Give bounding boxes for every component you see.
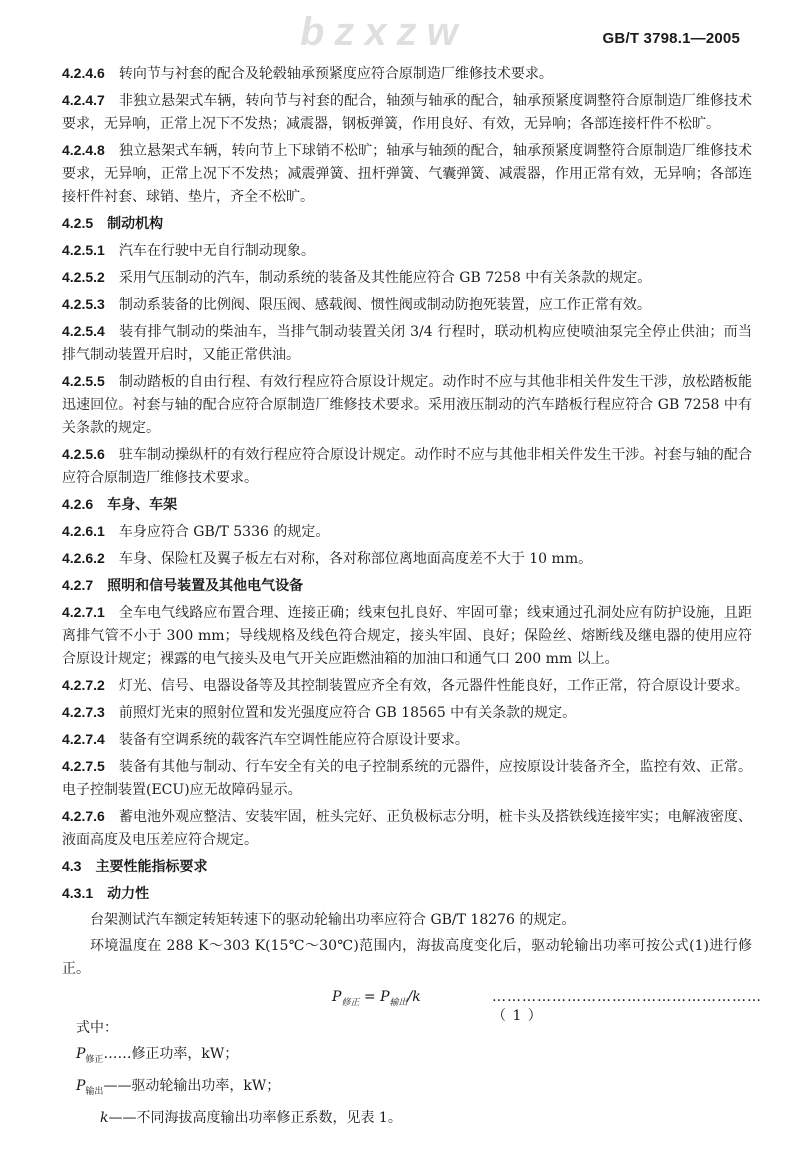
clause-paragraph — [62, 601, 752, 671]
clause-text: 车身、车架 — [107, 497, 178, 513]
clause-text: 转向节与衬套的配合及轮毂轴承预紧度应符合原制造厂维修技术要求。 — [118, 66, 553, 82]
clause-text: 蓄电池外观应整洁、安装牢固，桩头完好、正负极标志分明，桩卡头及搭铁线连接牢实；电解液密度、液面高度及电压差应符合规定。 — [62, 809, 752, 848]
clause-text: 采用气压制动的汽车，制动系统的装备及其性能应符合 GB 7258 中有关条款的规定。 — [118, 270, 652, 286]
clause-number: 4.2.7.4 — [62, 731, 105, 747]
section-heading — [62, 493, 752, 517]
clause-text: 动力性 — [107, 886, 150, 902]
clause-text: 汽车在行驶中无自行制动现象。 — [118, 243, 315, 259]
document-body — [62, 62, 762, 1131]
clause-paragraph — [62, 755, 752, 802]
watermark: bzxzw — [296, 10, 473, 54]
clause-number: 4.2.7.3 — [62, 704, 105, 720]
clause-text: 车身应符合 GB/T 5336 的规定。 — [118, 524, 330, 540]
clause-number: 4.2.5.4 — [62, 323, 105, 339]
clause-number: 4.2.7.2 — [62, 677, 105, 693]
clause-number: 4.2.5.3 — [62, 296, 105, 312]
clause-number: 4.2.5.1 — [62, 242, 105, 258]
formula-legend — [76, 1015, 752, 1131]
clause-number: 4.2.6.1 — [62, 523, 105, 539]
clause-number: 4.2.7.5 — [62, 758, 105, 774]
clause-number: 4.2.4.6 — [62, 65, 105, 81]
clause-paragraph — [62, 139, 752, 209]
clause-text: 装备有其他与制动、行车安全有关的电子控制系统的元器件，应按原设计装备齐全，监控有效、正常。电子控制装置(ECU)应无故障码显示。 — [62, 759, 752, 798]
section-heading — [62, 882, 752, 906]
clause-paragraph — [62, 320, 752, 367]
clause-text: 非独立悬架式车辆，转向节与衬套的配合，轴颈与轴承的配合，轴承预紧度调整符合原制造厂维修技术要求，无异响，正常上况下不发热；减震器，钢板弹簧，作用良好、有效，无异响；各部连接杆件不松旷。 — [62, 93, 752, 132]
clause-text: 全车电气线路应布置合理、连接正确；线束包扎良好、牢固可靠；线束通过孔洞处应有防护设施，且距离排气管不小于 300 mm；导线规格及线色符合规定，接头牢固、良好；保险丝、熔断线及继电器的使用应符合原设计规定；裸露的电气接头及电气开关应距燃油箱的加油口和通气口 200 mm 以上。 — [62, 605, 752, 667]
clause-text: 独立悬架式车辆，转向节上下球销不松旷；轴承与轴颈的配合，轴承预紧度调整符合原制造厂维修技术要求，无异响，正常上况下不发热；减震弹簧、扭杆弹簧、气囊弹簧、减震器，作用正常有效，无异响；各部连接杆件衬套、球销、垫片，齐全不松旷。 — [62, 143, 752, 205]
clause-paragraph — [62, 728, 752, 752]
clause-number: 4.2.7.6 — [62, 808, 105, 824]
section-heading — [62, 855, 752, 879]
clause-paragraph — [62, 547, 752, 571]
clause-text: 前照灯光束的照射位置和发光强度应符合 GB 18565 中有关条款的规定。 — [118, 705, 577, 721]
clause-number: 4.2.6 — [62, 496, 94, 512]
formula-expression: $P_{修正} = P_{输出}/k$ — [332, 989, 421, 1008]
body-paragraph: 环境温度在 288 K～303 K(15℃～30℃)范围内，海拔高度变化后，驱动轮输出功率可按公式(1)进行修正。 — [62, 938, 752, 977]
clause-paragraph — [62, 701, 752, 725]
clause-text: 主要性能指标要求 — [95, 859, 208, 875]
section-heading — [62, 212, 752, 236]
legend-item: $P_{修正}\dots\dots$修正功率，kW； — [76, 1046, 239, 1065]
legend-item: $P_{输出}——$驱动轮输出功率，kW； — [76, 1077, 281, 1097]
clause-text: 驻车制动操纵杆的有效行程应符合原设计规定。动作时不应与其他非相关件发生干涉。衬套与轴的配合应符合原制造厂维修技术要求。 — [62, 447, 752, 486]
clause-number: 4.2.4.7 — [62, 92, 105, 108]
clause-paragraph — [62, 443, 752, 490]
clause-text: 制动系装备的比例阀、限压阀、感载阀、惯性阀或制动防抱死装置，应工作正常有效。 — [118, 297, 651, 313]
clause-paragraph — [62, 370, 752, 440]
clause-number: 4.2.6.2 — [62, 550, 105, 566]
clause-text: 灯光、信号、电器设备等及其控制装置应齐全有效，各元器件性能良好，工作正常，符合原设计要求。 — [118, 678, 749, 694]
standard-code: GB/T 3798.1—2005 — [602, 30, 740, 47]
clause-number: 4.3.1 — [62, 885, 94, 901]
clause-paragraph — [62, 239, 752, 263]
clause-paragraph — [62, 520, 752, 544]
clause-text: 装有排气制动的柴油车，当排气制动装置关闭 3/4 行程时，联动机构应使喷油泵完全停止供油；而当排气制动装置开启时，又能正常供油。 — [62, 324, 752, 363]
clause-paragraph — [62, 266, 752, 290]
clause-number: 4.2.5.5 — [62, 373, 105, 389]
clause-text: 制动机构 — [107, 216, 164, 232]
formula-1 — [62, 985, 762, 1024]
clause-text: 制动踏板的自由行程、有效行程应符合原设计规定。动作时不应与其他非相关件发生干涉，放松踏板能迅速回位。衬套与轴的配合应符合原制造厂维修技术要求。采用液压制动的汽车踏板行程应符合 GB 7258 中有关条款的规定。 — [62, 374, 752, 436]
clause-number: 4.2.5 — [62, 215, 94, 231]
clause-paragraph — [62, 805, 752, 852]
clause-number: 4.2.5.6 — [62, 446, 105, 462]
body-paragraph: 台架测试汽车额定转矩转速下的驱动轮输出功率应符合 GB/T 18276 的规定。 — [90, 912, 576, 928]
clause-text: 照明和信号装置及其他电气设备 — [107, 578, 304, 594]
legend-intro: 式中： — [76, 1020, 118, 1036]
clause-number: 4.2.7 — [62, 577, 94, 593]
formula-number: ………………………………………………（ 1 ） — [492, 989, 762, 1024]
legend-item: k——不同海拔高度输出功率修正系数，见表 1。 — [100, 1109, 402, 1126]
section-heading — [62, 574, 752, 598]
clause-number: 4.2.5.2 — [62, 269, 105, 285]
clause-text: 装备有空调系统的载客汽车空调性能应符合原设计要求。 — [118, 732, 469, 748]
clause-text: 车身、保险杠及翼子板左右对称，各对称部位离地面高度差不大于 10 mm。 — [118, 551, 593, 567]
clause-number: 4.2.7.1 — [62, 604, 105, 620]
clause-paragraph — [62, 89, 752, 136]
clause-number: 4.2.4.8 — [62, 142, 105, 158]
clause-paragraph — [62, 293, 752, 317]
clause-paragraph — [62, 62, 752, 86]
clause-paragraph — [62, 674, 752, 698]
clause-number: 4.3 — [62, 858, 82, 874]
